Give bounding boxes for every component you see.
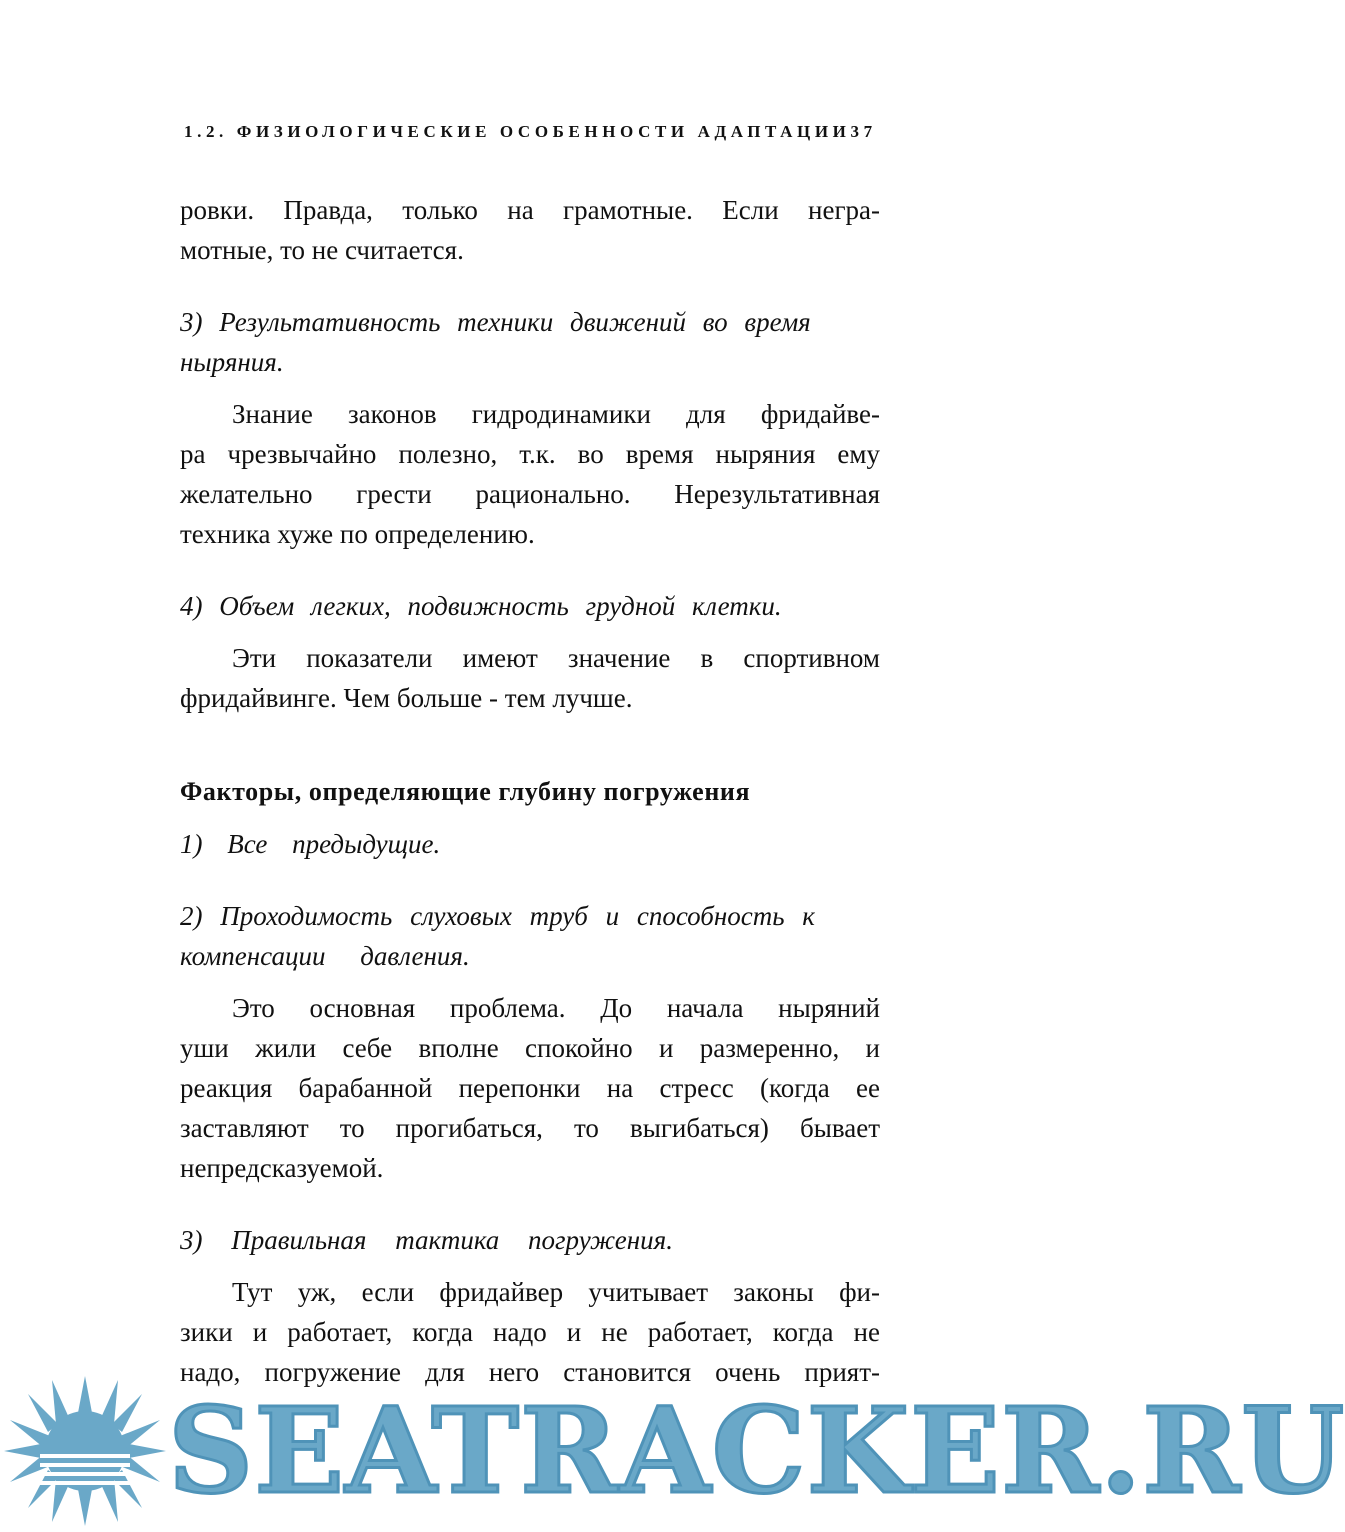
paragraph-factor-2 — [180, 988, 880, 1188]
text-line: компенсации давления. — [180, 941, 470, 971]
running-head: 1.2. ФИЗИОЛОГИЧЕСКИЕ ОСОБЕННОСТИ АДАПТАЦИИ — [184, 122, 851, 141]
text-line: заставляют то прогибаться, то выгибаться) бывает — [180, 1113, 880, 1143]
text-line: ныряния. — [180, 347, 284, 377]
text-line: надо, погружение для него становится очень прият- — [180, 1357, 880, 1387]
text-line: 4) Объем легких, подвижность грудной клетки. — [180, 591, 782, 621]
text-line: 1) Все предыдущие. — [180, 829, 441, 859]
text-line: Эти показатели имеют значение в спортивном — [232, 643, 880, 673]
text-line: ра чрезвычайно полезно, т.к. во время ныряния ему — [180, 439, 880, 469]
section-heading: Факторы, определяющие глубину погружения — [180, 777, 751, 806]
text-line: Знание законов гидродинамики для фридайве- — [232, 399, 880, 429]
factor-1-title — [180, 824, 880, 864]
text-line: реакция барабанной перепонки на стресс (когда ее — [180, 1073, 880, 1103]
text-line: 3) Результативность техники движений во время — [180, 307, 811, 337]
paragraph-item-3 — [180, 394, 880, 554]
text-line: мотные, то не считается. — [180, 235, 464, 265]
page-number: 37 — [850, 122, 877, 141]
text-line: желательно грести рационально. Нерезультативная — [180, 479, 880, 509]
factor-2-title — [180, 896, 880, 976]
text-line: фридайвинге. Чем больше - тем лучше. — [180, 683, 633, 713]
item-3-title — [180, 302, 880, 382]
text-line: уши жили себе вполне спокойно и размеренно, и — [180, 1033, 880, 1063]
page-header — [184, 122, 877, 142]
text-line: 2) Проходимость слуховых труб и способность к — [180, 901, 815, 931]
text-line: ровки. Правда, только на грамотные. Если негра- — [180, 195, 880, 225]
paragraph-item-4 — [180, 638, 880, 718]
item-4-title — [180, 586, 880, 626]
watermark-text: SEATRACKER.RU — [168, 1381, 1345, 1520]
text-line: Тут уж, если фридайвер учитывает законы фи- — [232, 1277, 880, 1307]
text-line: непредсказуемой. — [180, 1153, 384, 1183]
factor-3-title — [180, 1220, 880, 1260]
page-content — [180, 190, 880, 1392]
text-line: 3) Правильная тактика погружения. — [180, 1225, 673, 1255]
text-line: техника хуже по определению. — [180, 519, 535, 549]
paragraph-intro — [180, 190, 880, 270]
text-line: зики и работает, когда надо и не работает, когда не — [180, 1317, 880, 1347]
watermark — [0, 1370, 1345, 1532]
text-line: Это основная проблема. До начала ныряний — [232, 993, 880, 1023]
sun-icon — [0, 1370, 170, 1532]
